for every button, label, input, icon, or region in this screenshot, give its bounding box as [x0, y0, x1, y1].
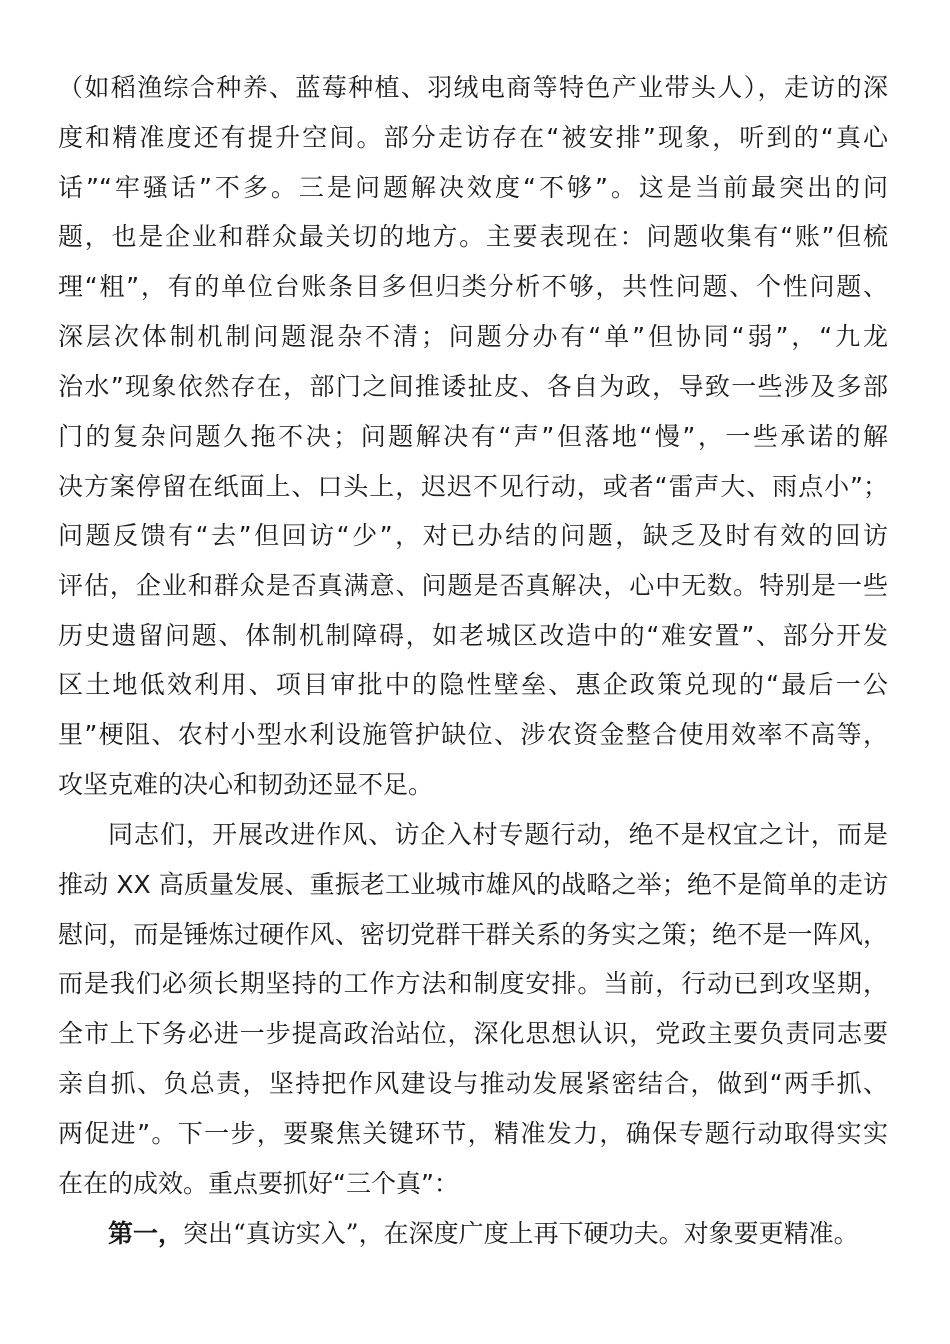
paragraph-line-10: 问题反馈有“去”但回访“少”，对已办结的问题，缺乏及时有效的回访 — [58, 521, 888, 550]
paragraph-line-19: 而是我们必须长期坚持的工作方法和制度安排。当前，行动已到攻坚期， — [58, 969, 888, 998]
paragraph-line-17: 推动 XX 高质量发展、重振老工业城市雄风的战略之举；绝不是简单的走访 — [58, 870, 888, 899]
paragraph-line-12: 历史遗留问题、体制机制障碍，如老城区改造中的“难安置”、部分开发 — [58, 621, 888, 650]
paragraph-line-14: 里”梗阻、农村小型水利设施管护缺位、涉农资金整合使用效率不高等， — [58, 720, 888, 749]
paragraph-line-21: 亲自抓、负总责，坚持把作风建设与推动发展紧密结合，做到“两手抓、 — [58, 1069, 888, 1098]
paragraph-line-5: 理“粗”，有的单位台账条目多但归类分析不够，共性问题、个性问题、 — [58, 272, 888, 301]
paragraph-line-2: 度和精准度还有提升空间。部分走访存在“被安排”现象，听到的“真心 — [58, 123, 888, 152]
section-heading-text: 突出“真访实入”，在深度广度上再下硬功夫。对象要更精准。 — [183, 1219, 859, 1248]
paragraph-line-23: 在在的成效。重点要抓好“三个真”： — [58, 1169, 459, 1198]
paragraph-line-16: 同志们，开展改进作风、访企入村专题行动，绝不是权宜之计，而是 — [108, 820, 888, 849]
paragraph-line-7: 治水”现象依然存在，部门之间推诿扯皮、各自为政，导致一些涉及多部 — [58, 372, 888, 401]
paragraph-line-11: 评估，企业和群众是否真满意、问题是否真解决，心中无数。特别是一些 — [58, 571, 888, 600]
paragraph-line-22: 两促进”。下一步，要聚焦关键环节，精准发力，确保专题行动取得实实 — [58, 1119, 888, 1148]
section-heading-line — [108, 1209, 888, 1259]
paragraph-line-6: 深层次体制机制问题混杂不清；问题分办有“单”但协同“弱”，“九龙 — [58, 322, 888, 351]
paragraph-line-13: 区土地低效利用、项目审批中的隐性壁垒、惠企政策兑现的“最后一公 — [58, 670, 888, 699]
paragraph-line-15: 攻坚克难的决心和韧劲还显不足。 — [58, 770, 434, 799]
paragraph-line-8: 门的复杂问题久拖不决；问题解决有“声”但落地“慢”，一些承诺的解 — [58, 422, 888, 451]
paragraph-line-18: 慰问，而是锤炼过硬作风、密切党群干群关系的务实之策；绝不是一阵风， — [58, 920, 888, 949]
section-number: 第一， — [108, 1219, 184, 1248]
paragraph-line-1: （如稻渔综合种养、蓝莓种植、羽绒电商等特色产业带头人），走访的深 — [58, 73, 888, 102]
paragraph-line-20: 全市上下务必进一步提高政治站位，深化思想认识，党政主要负责同志要 — [58, 1019, 888, 1048]
paragraph-line-9: 决方案停留在纸面上、口头上，迟迟不见行动，或者“雷声大、雨点小”； — [58, 472, 888, 501]
paragraph-line-3: 话”“牢骚话”不多。三是问题解决效度“不够”。这是当前最突出的问 — [58, 173, 888, 202]
paragraph-line-4: 题，也是企业和群众最关切的地方。主要表现在：问题收集有“账”但梳 — [58, 222, 888, 251]
